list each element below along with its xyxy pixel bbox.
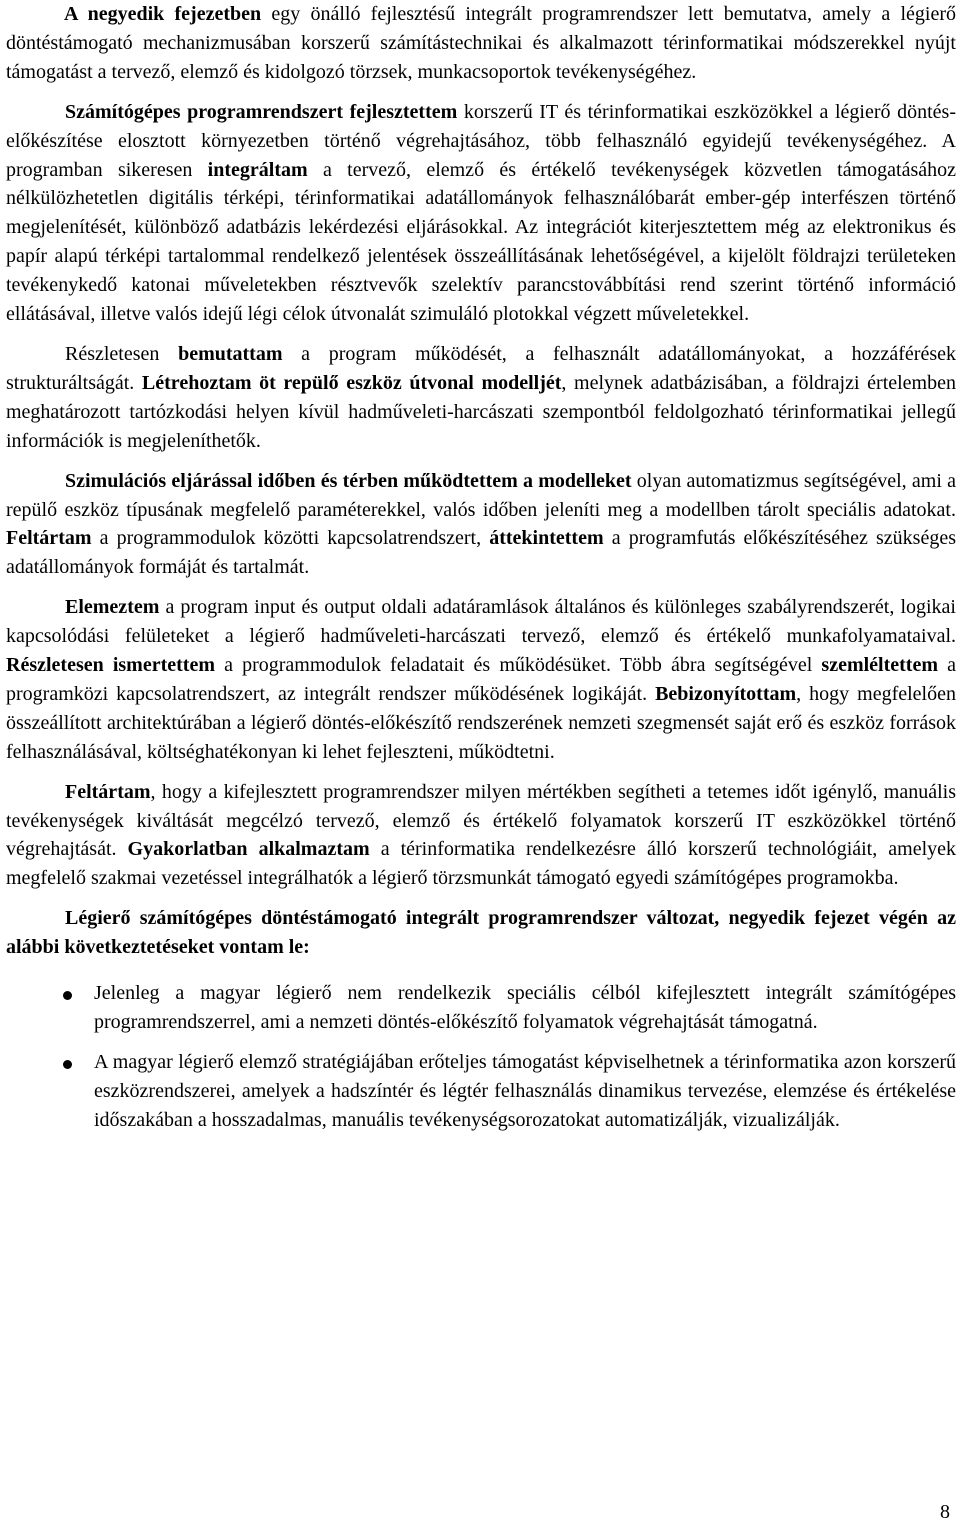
bullet-icon: [63, 1060, 72, 1069]
list-item-text: A magyar légierő elemző stratégiájában erőteljes támogatást képviselhetnek a térinformatika azon korszerű eszközrendszerei, amelyek a hadszíntér és légtér felhasználás dinamikus tervezése, elemzése és értékelése időszakában a hosszadalmas, manuális tevékenységsorozatokat automatizálják, vizualizálják.: [94, 1050, 956, 1131]
text-run: egy önálló fejlesztésű integrált programrendszer lett bemutatva, amely a légierő döntéstámogató mechanizmusában korszerű számítástechnikai és alkalmazott térinformatikai módszerekkel nyújt támogatást a tervező, elemző és kidolgozó törzsek, munkacsoportok tevékenységéhez.: [6, 3, 956, 83]
list-item-text: Jelenleg a magyar légierő nem rendelkezik speciális célból kifejlesztett integrált számítógépes programrendszerrel, ami a nemzeti döntés-előkészítő folyamatok végrehajtását támogatná.: [94, 982, 956, 1033]
bullet-icon: [63, 991, 72, 1000]
bold-phrase: Számítógépes programrendszert fejlesztettem: [65, 100, 458, 123]
bold-phrase: Feltártam: [65, 780, 151, 803]
text-run: a programközi kapcsolatrendszert, az integrált rendszer működésének logikáját.: [6, 654, 956, 705]
document-body: [6, 0, 956, 1135]
bold-phrase: Gyakorlatban alkalmaztam: [127, 838, 370, 861]
bold-phrase: Szimulációs eljárással időben és térben működtettem a modelleket: [65, 469, 632, 492]
text-run: a program működését, a felhasznált adatállományokat, a hozzáférések strukturáltságát.: [6, 342, 956, 394]
text-run: , hogy megfelelően összeállított architektúrában a légierő döntés-előkészítő rendszerének nemzeti szegmensét saját erő és eszköz források felhasználásával, költséghatékonyan ki lehet fejleszteni, működtetni.: [6, 682, 956, 763]
bold-phrase: Légierő számítógépes döntéstámogató integrált programrendszer változat, negyedik fejezet végén az alábbi következtetéseket vontam le:: [6, 907, 956, 959]
bold-phrase: Bebizonyítottam: [655, 682, 797, 705]
text-run: olyan automatizmus segítségével, ami a repülő eszköz típusának megfelelő paraméterekkel, valós időben jeleníti meg a modellben tárolt speciális adatokat.: [6, 469, 956, 521]
list-item: [6, 979, 956, 1037]
text-run: korszerű IT és térinformatikai eszközökkel a légierő döntés-előkészítése elosztott környezetben történő végrehajtásához, több felhasználó egyidejű tevékenységéhez. A programban sikeresen: [6, 100, 956, 181]
paragraph-practical-application: [6, 778, 956, 894]
paragraph-program-presentation: [6, 340, 956, 456]
bold-phrase: Részletesen ismertettem: [6, 654, 215, 677]
paragraph-simulation: [6, 467, 956, 583]
text-run: , melynek adatbázisában, a földrajzi értelemben meghatározott tartózkodási helyen kívül hadműveleti-harcászati szempontból feldolgozható térinformatikai jellegű információk is megjeleníthetők.: [6, 371, 956, 452]
conclusions-list: [6, 979, 956, 1135]
text-run: a programmodulok közötti kapcsolatrendszert,: [91, 527, 490, 550]
page-number: 8: [940, 1501, 950, 1523]
text-run: a térinformatika rendelkezésre álló korszerű technológiáit, amelyek megfelelő szakmai vezetéssel integrálhatók a légierő törzsmunkát támogató egyedi számítógépes programokba.: [6, 838, 957, 890]
paragraph-conclusions-heading: [6, 904, 956, 962]
paragraph-software-development: [6, 98, 956, 329]
bold-phrase: Feltártam: [6, 527, 92, 550]
text-run: Részletesen: [65, 342, 179, 365]
bold-phrase: szemléltettem: [821, 654, 939, 677]
text-run: a tervező, elemző és értékelő tevékenységek közvetlen támogatásához nélkülözhetetlen digitális térképi, térinformatikai adatállományok felhasználóbarát ember-gép interfészen történő megjelenítését, különböző adatbázis lekérdezési eljárásokkal. Az integrációt kiterjesztettem még az elektronikus és papír alapú térképi tartalommal rendelkező jelentések összeállításának lehetőségével, a kijelölt földrajzi területeken tevékenykedő katonai műveletekben résztvevők szelektív parancstovábbítási rend szerint történő információ ellátásával, illetve valós idejű légi célok útvonalát szimuláló plotokkal végzett műveletekkel.: [6, 158, 956, 326]
text-run: a program input és output oldali adatáramlások általános és különleges szabályrendszerét, logikai kapcsolódási felületeket a légierő hadműveleti-harcászati tervező, elemző és értékelő munkafolyamataival.: [6, 596, 956, 648]
bold-phrase: bemutattam: [178, 342, 283, 365]
bold-phrase: Létrehoztam öt repülő eszköz útvonal modelljét: [141, 371, 562, 394]
paragraph-chapter-summary: [6, 0, 956, 87]
bold-phrase: A negyedik fejezetben: [64, 3, 262, 25]
paragraph-analysis: [6, 593, 956, 766]
bold-phrase: áttekintettem: [489, 527, 604, 550]
text-run: a programmodulok feladatait és működésüket. Több ábra segítségével: [215, 654, 822, 677]
list-item: [6, 1048, 956, 1135]
bold-phrase: integráltam: [207, 158, 308, 181]
text-run: , hogy a kifejlesztett programrendszer milyen mértékben segítheti a tetemes időt igénylő, manuális tevékenységek kiváltását megcélzó tervező, elemző és értékelő folyamatok korszerű IT eszközökkel történő végrehajtását.: [6, 780, 956, 861]
bold-phrase: Elemeztem: [65, 596, 160, 619]
text-run: a programfutás előkészítéséhez szükséges adatállományok formáját és tartalmát.: [6, 527, 956, 579]
